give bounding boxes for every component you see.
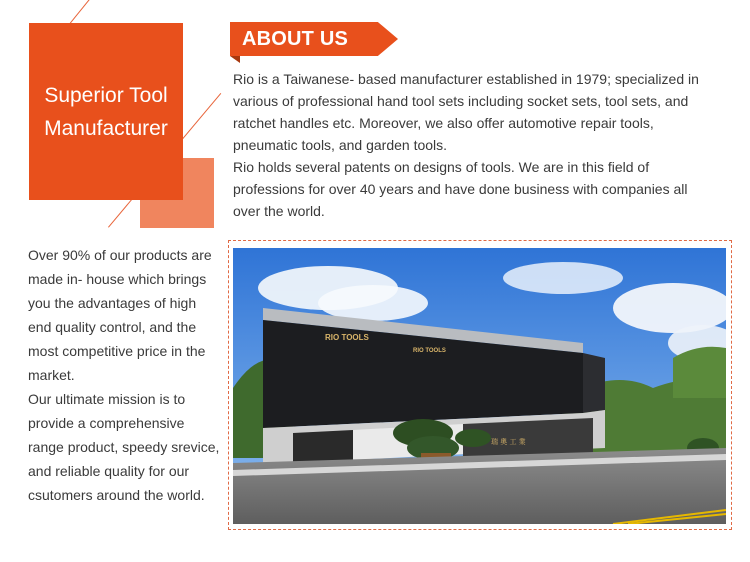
about-paragraph xyxy=(233,68,733,222)
mission-line: provide a comprehensive xyxy=(28,415,185,431)
mission-line: made in- house which brings xyxy=(28,271,207,287)
mission-line: range product, speedy srevice, xyxy=(28,439,220,455)
building-sign-small: RIO TOOLS xyxy=(413,348,446,354)
badge-line-2: Manufacturer xyxy=(44,116,168,140)
factory-building-image xyxy=(233,248,726,524)
building-sign: RIO TOOLS xyxy=(325,333,369,342)
about-line: over the world. xyxy=(233,203,325,219)
superior-tool-badge xyxy=(29,23,183,200)
badge-line-1: Superior Tool xyxy=(44,83,168,107)
mission-line: most competitive price in the xyxy=(28,343,206,359)
about-line: ratchet handles etc. Moreover, we also offer automotive repair tools, xyxy=(233,115,654,131)
gate-sign: 瑞 奧 工 業 xyxy=(491,438,526,446)
about-line: various of professional hand tool sets including socket sets, tool sets, and xyxy=(233,93,689,109)
mission-line: Our ultimate mission is to xyxy=(28,391,186,407)
about-line: Rio holds several patents on designs of tools. We are in this field of xyxy=(233,159,650,175)
mission-line: and reliable quality for our xyxy=(28,463,190,479)
about-line: professions for over 40 years and have done business with companies all xyxy=(233,181,688,197)
mission-line: you the advantages of high xyxy=(28,295,197,311)
mission-line: Over 90% of our products are xyxy=(28,247,212,263)
section-title: ABOUT US xyxy=(242,28,349,50)
about-line: pneumatic tools, and garden tools. xyxy=(233,137,448,153)
mission-line: market. xyxy=(28,367,75,383)
mission-paragraph xyxy=(28,243,226,507)
mission-line: csutomers around the world. xyxy=(28,487,205,503)
mission-line: end quality control, and the xyxy=(28,319,197,335)
about-line: Rio is a Taiwanese- based manufacturer established in 1979; specialized in xyxy=(233,71,699,87)
ribbon-fold xyxy=(230,56,240,63)
factory-photo xyxy=(233,248,726,524)
